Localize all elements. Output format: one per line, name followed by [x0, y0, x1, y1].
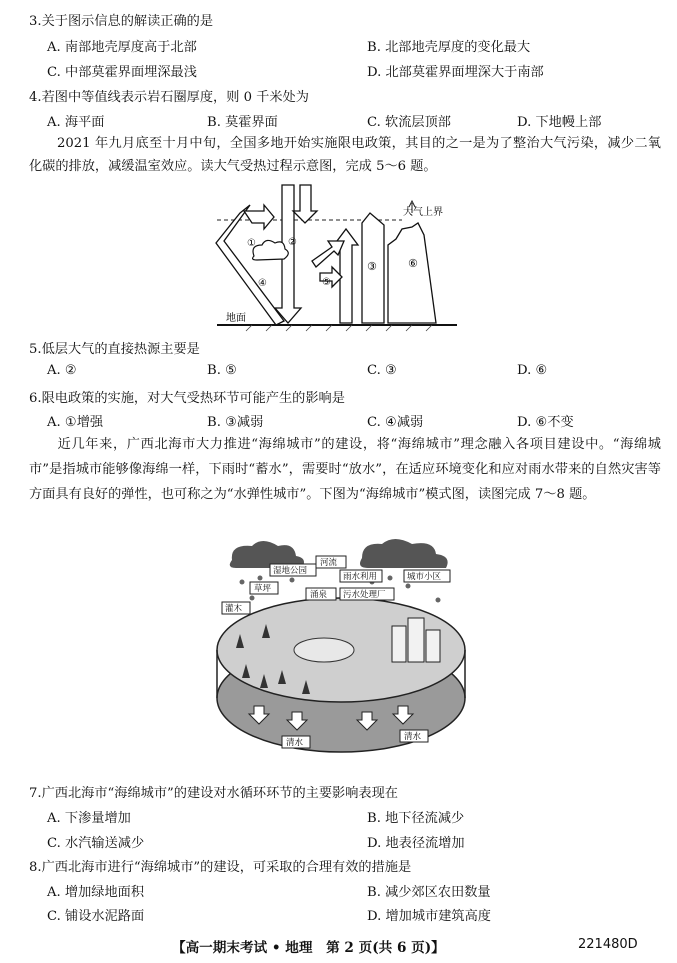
q8-option-d: D. 增加城市建筑高度 — [367, 909, 491, 924]
label-lawn: 草坪 — [254, 584, 272, 594]
ground-label: 地面 — [226, 313, 246, 324]
q6-option-c: C. ④减弱 — [367, 415, 424, 430]
q4-stem: 4.若图中等值线表示岩石圈厚度，则 0 千米处为 — [29, 90, 309, 105]
label-river: 河流 — [320, 558, 338, 568]
label-clear-water-left: 清水 — [286, 738, 304, 748]
q7-option-b: B. 地下径流减少 — [367, 811, 465, 826]
q6-option-a: A. ①增强 — [47, 415, 104, 430]
label-residential: 城市小区 — [407, 572, 442, 582]
q4-option-c: C. 软流层顶部 — [367, 115, 451, 130]
marker-6: ⑥ — [408, 257, 418, 270]
q6-stem: 6.限电政策的实施，对大气受热环节可能产生的影响是 — [29, 391, 345, 406]
q7-option-d: D. 地表径流增加 — [367, 836, 465, 851]
passage-2-text: 近几年来，广西北海市大力推进“海绵城市”的建设，将“海绵城市”理念融入各项目建设中。“海绵城市”是指城市能够像海绵一样，下雨时“蓄水”，需要时“放水”，在适应环境变化和应对雨水带来的自然灾害等方面具有良好的弹性，也可称之为“水弹性城市”。下图为“海绵城市”模式图，读图完成 7～8 题。 — [29, 437, 661, 502]
q5-option-d: D. ⑥ — [517, 363, 548, 378]
passage-2 — [29, 432, 661, 507]
atmosphere-heating-svg — [212, 183, 462, 333]
q5-option-b: B. ⑤ — [207, 363, 237, 378]
atmosphere-heating-diagram — [212, 183, 462, 333]
q6-option-b: B. ③减弱 — [207, 415, 264, 430]
marker-2: ② — [288, 237, 297, 248]
cloud-icon — [253, 240, 289, 260]
page-footer-code: 221480D — [578, 937, 638, 952]
label-rainwater-use: 雨水利用 — [343, 572, 378, 582]
q4-option-d: D. 下地幔上部 — [517, 115, 602, 130]
q7-option-c: C. 水汽输送减少 — [47, 836, 145, 851]
marker-4: ④ — [258, 278, 267, 289]
q8-option-c: C. 铺设水泥路面 — [47, 909, 145, 924]
label-wetland-park: 湿地公园 — [273, 566, 308, 576]
sponge-city-diagram — [212, 538, 470, 762]
label-clear-water-right: 清水 — [404, 732, 422, 742]
passage-1-text: 2021 年九月底至十月中旬，全国多地开始实施限电政策，其目的之一是为了整治大气污染，减少二氧化碳的排放，减缓温室效应。读大气受热过程示意图，完成 5～6 题。 — [29, 136, 661, 174]
label-shrub: 灌木 — [225, 604, 243, 614]
q3-option-b: B. 北部地壳厚度的变化最大 — [367, 40, 531, 55]
q6-option-d: D. ⑥不变 — [517, 415, 574, 430]
q3-option-a: A. 南部地壳厚度高于北部 — [47, 40, 197, 55]
passage-1 — [29, 132, 661, 178]
cloud-right-icon — [360, 539, 448, 568]
q7-stem: 7.广西北海市“海绵城市”的建设对水循环环节的主要影响表现在 — [29, 786, 398, 801]
label-sewage-plant: 污水处理厂 — [343, 590, 386, 600]
atmosphere-top-label: 大气上界 — [403, 207, 443, 218]
q3-option-c: C. 中部莫霍界面埋深最浅 — [47, 65, 197, 80]
page-footer-title: 【高一期末考试 • 地理 第 2 页(共 6 页)】 — [172, 940, 445, 956]
q4-option-a: A. 海平面 — [47, 115, 105, 130]
q5-option-a: A. ② — [47, 363, 77, 378]
label-spring: 涌泉 — [310, 590, 328, 600]
q8-option-b: B. 减少郊区农田数量 — [367, 885, 491, 900]
q4-option-b: B. 莫霍界面 — [207, 115, 278, 130]
q7-option-a: A. 下渗量增加 — [47, 811, 131, 826]
marker-1: ① — [247, 238, 256, 249]
q5-stem: 5.低层大气的直接热源主要是 — [29, 342, 200, 357]
marker-3: ③ — [367, 260, 377, 273]
lake-icon — [294, 638, 354, 662]
sponge-city-svg — [212, 538, 470, 762]
marker-5: ⑤ — [322, 277, 331, 288]
q8-stem: 8.广西北海市进行“海绵城市”的建设，可采取的合理有效的措施是 — [29, 860, 412, 875]
q8-option-a: A. 增加绿地面积 — [47, 885, 145, 900]
q5-option-c: C. ③ — [367, 363, 397, 378]
q3-stem: 3.关于图示信息的解读正确的是 — [29, 14, 214, 29]
q3-option-d: D. 北部莫霍界面埋深大于南部 — [367, 65, 544, 80]
